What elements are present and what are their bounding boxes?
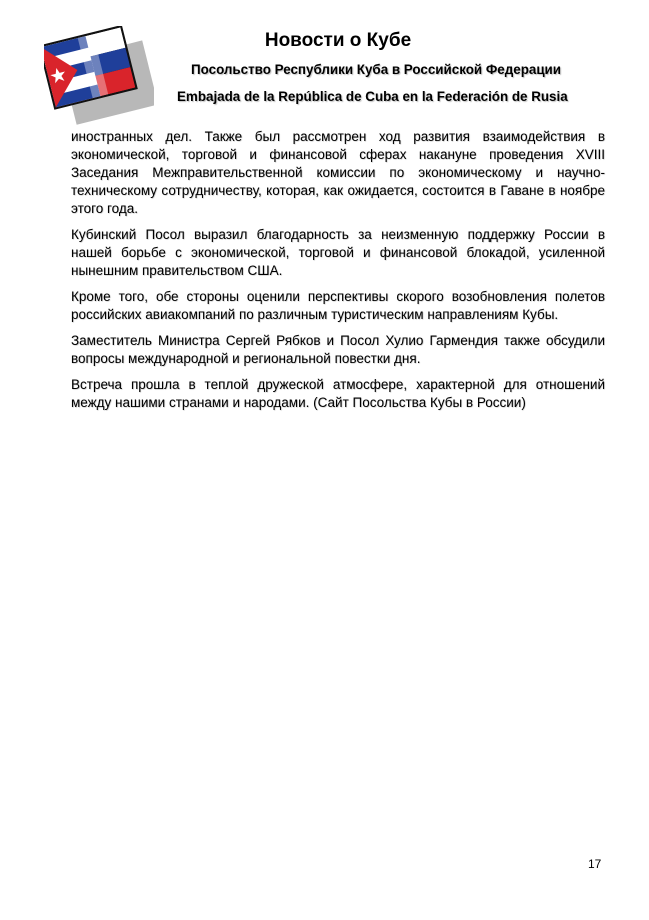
page-number: 17 xyxy=(588,857,602,871)
article-paragraph: Заместитель Министра Сергей Рябков и Посол Хулио Гармендия также обсудили вопросы международной и региональной повестки дня. xyxy=(71,333,605,366)
cuba-russia-flags-icon xyxy=(44,26,154,130)
article-body xyxy=(71,128,605,420)
article-paragraph: Кубинский Посол выразил благодарность за неизменную поддержку России в нашей борьбе с экономической, торговой и финансовой блокадой, усиленной нынешним правительством США. xyxy=(71,227,605,278)
page-title: Новости о Кубе xyxy=(264,30,412,51)
article-paragraph: иностранных дел. Также был рассмотрен ход развития взаимодействия в экономической, торговой и финансовой сферах накануне проведения XVIII Заседания Межправительственной комиссии по экономическому и научно-техническому сотрудничеству, которая, как ожидается, состоится в Гаване в ноябре этого года. xyxy=(71,129,605,216)
embassy-name-ru: Посольство Республики Куба в Российской Федерации xyxy=(191,62,562,77)
article-paragraph: Встреча прошла в теплой дружеской атмосфере, характерной для отношений между нашими странами и народами. (Сайт Посольства Кубы в России) xyxy=(71,377,605,410)
embassy-name-es: Embajada de la República de Cuba en la Federación de Rusia xyxy=(177,89,568,104)
article-paragraph: Кроме того, обе стороны оценили перспективы скорого возобновления полетов российских авиакомпаний по различным туристическим направлениям Кубы. xyxy=(71,289,605,322)
